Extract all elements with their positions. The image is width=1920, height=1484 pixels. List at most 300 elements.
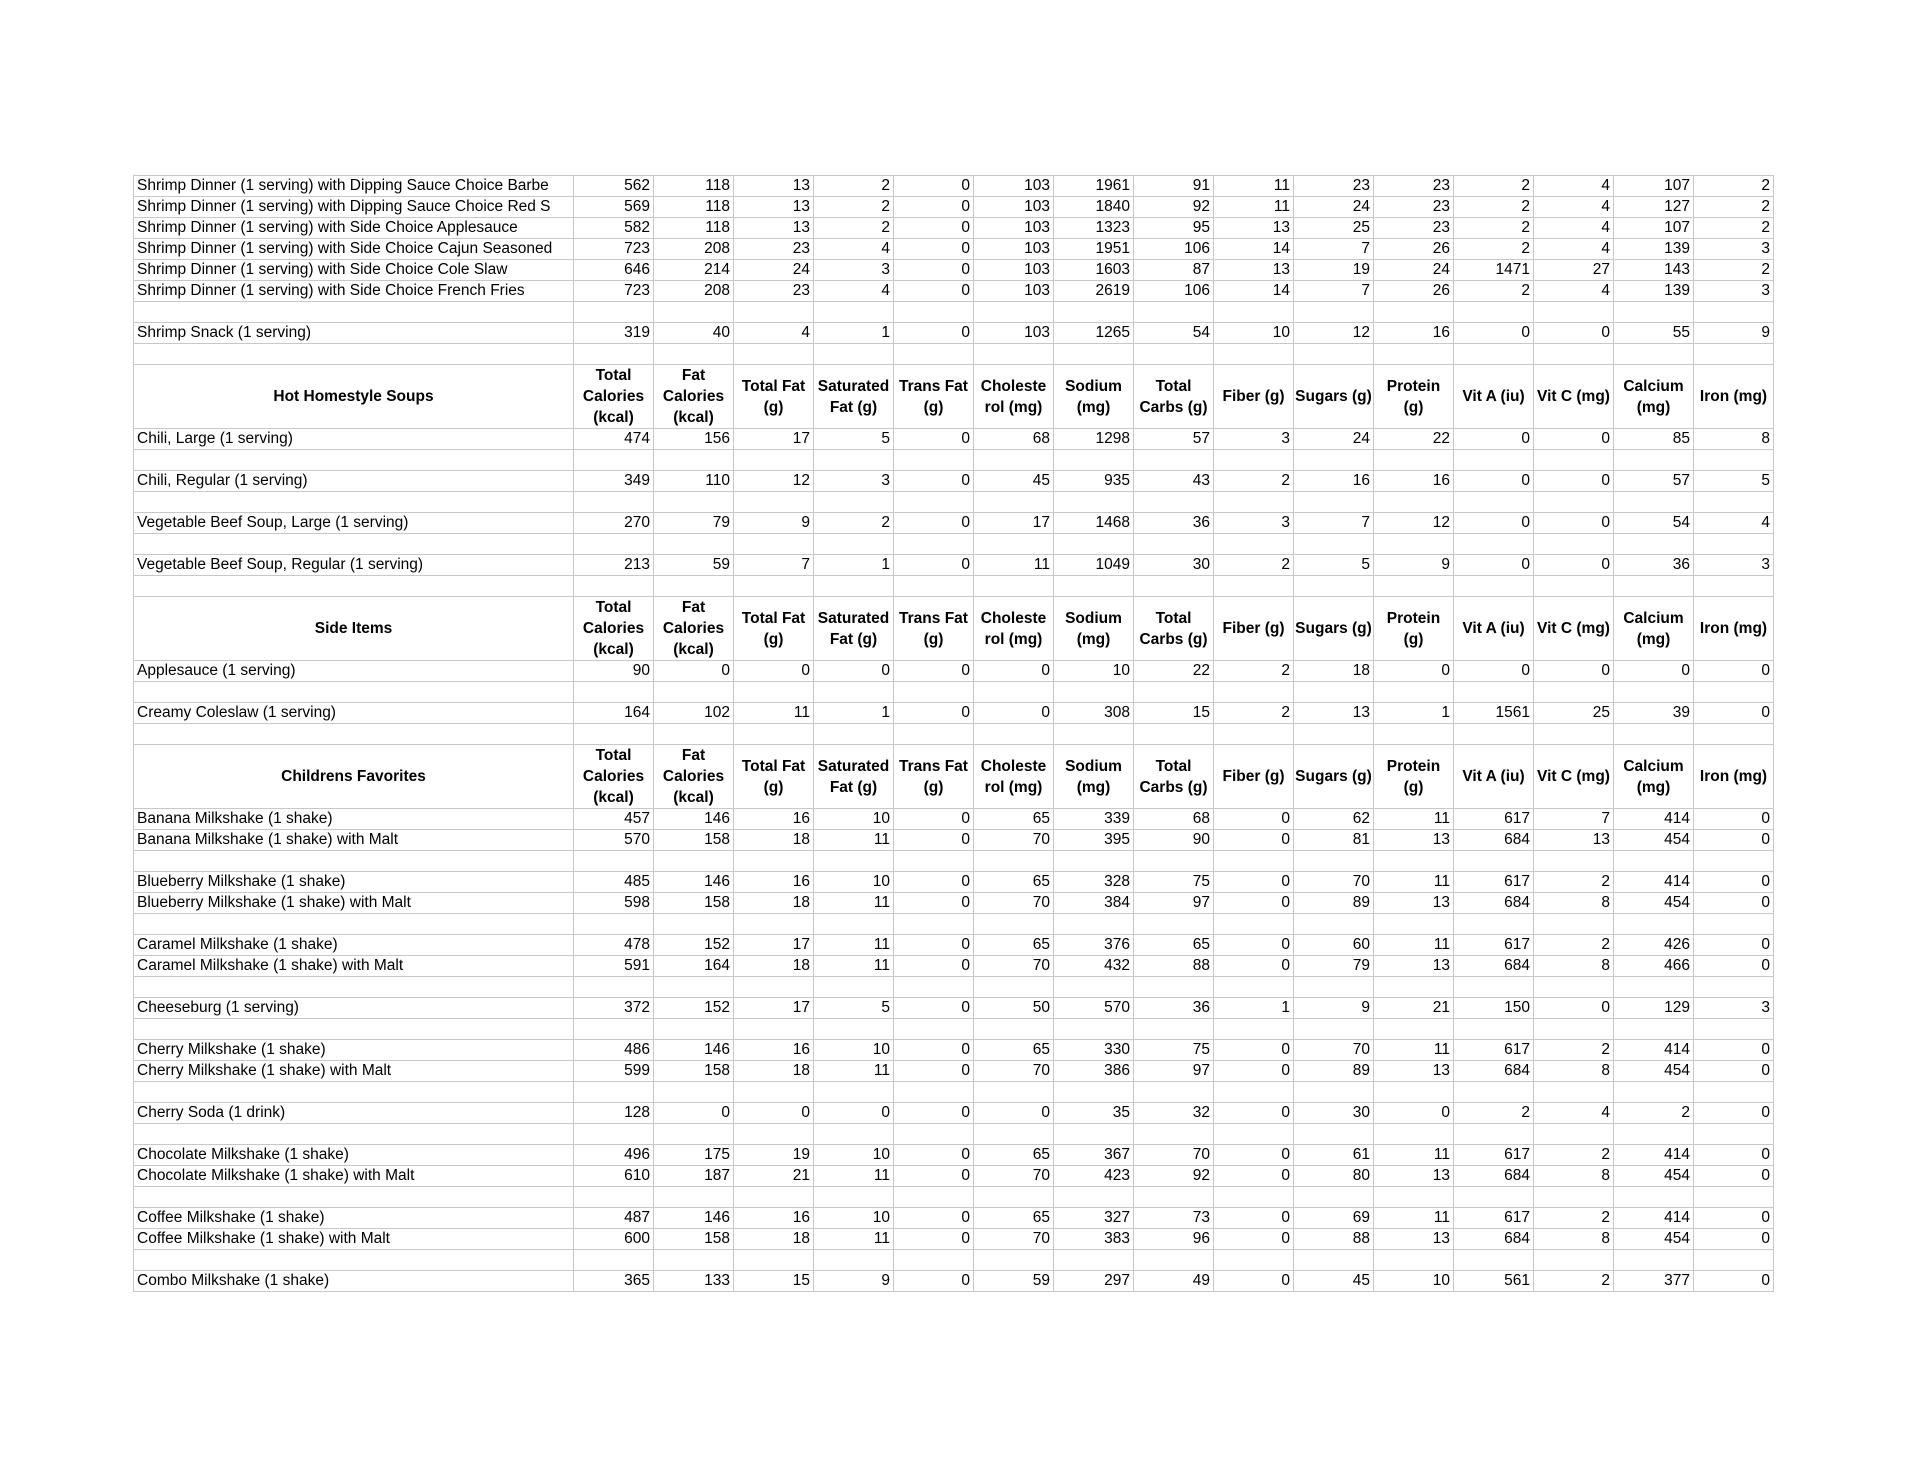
value-cell: 2 <box>1534 1040 1614 1061</box>
value-cell: 39 <box>1614 703 1694 724</box>
value-cell: 18 <box>1294 661 1374 682</box>
value-cell: 13 <box>1374 893 1454 914</box>
value-cell: 684 <box>1454 1166 1534 1187</box>
value-cell: 107 <box>1614 176 1694 197</box>
value-cell: 0 <box>894 555 974 576</box>
item-name: Vegetable Beef Soup, Regular (1 serving) <box>134 555 574 576</box>
value-cell: 17 <box>974 513 1054 534</box>
value-cell: 88 <box>1134 956 1214 977</box>
value-cell: 0 <box>894 429 974 450</box>
table-row <box>134 471 1774 492</box>
blank-row <box>134 682 1774 703</box>
empty-cell <box>814 914 894 935</box>
empty-cell <box>654 682 734 703</box>
value-cell: 16 <box>1294 471 1374 492</box>
empty-cell <box>654 344 734 365</box>
empty-cell <box>894 492 974 513</box>
value-cell: 11 <box>974 555 1054 576</box>
empty-cell <box>1054 682 1134 703</box>
empty-cell <box>1134 724 1214 745</box>
value-cell: 4 <box>1534 218 1614 239</box>
item-name: Caramel Milkshake (1 shake) <box>134 935 574 956</box>
value-cell: 339 <box>1054 809 1134 830</box>
empty-cell <box>1534 344 1614 365</box>
value-cell: 65 <box>974 809 1054 830</box>
value-cell: 59 <box>654 555 734 576</box>
value-cell: 1 <box>814 703 894 724</box>
value-cell: 0 <box>1534 661 1614 682</box>
value-cell: 454 <box>1614 830 1694 851</box>
empty-cell <box>974 492 1054 513</box>
value-cell: 18 <box>734 1229 814 1250</box>
value-cell: 43 <box>1134 471 1214 492</box>
value-cell: 0 <box>894 323 974 344</box>
value-cell: 11 <box>1374 1040 1454 1061</box>
empty-cell <box>1614 851 1694 872</box>
value-cell: 54 <box>1614 513 1694 534</box>
value-cell: 11 <box>814 1229 894 1250</box>
value-cell: 0 <box>1694 809 1774 830</box>
column-header: Saturated Fat (g) <box>814 745 894 809</box>
value-cell: 49 <box>1134 1271 1214 1292</box>
value-cell: 156 <box>654 429 734 450</box>
empty-cell <box>1374 1250 1454 1271</box>
value-cell: 0 <box>1534 429 1614 450</box>
value-cell: 2 <box>1454 197 1534 218</box>
value-cell: 9 <box>1374 555 1454 576</box>
table-row <box>134 998 1774 1019</box>
value-cell: 73 <box>1134 1208 1214 1229</box>
empty-cell <box>1134 1250 1214 1271</box>
table-row <box>134 1166 1774 1187</box>
value-cell: 2 <box>1534 1145 1614 1166</box>
value-cell: 2 <box>1534 1208 1614 1229</box>
value-cell: 599 <box>574 1061 654 1082</box>
value-cell: 0 <box>1214 1040 1294 1061</box>
column-header: Sodium (mg) <box>1054 597 1134 661</box>
table-row <box>134 197 1774 218</box>
value-cell: 2 <box>1454 281 1534 302</box>
empty-cell <box>1294 724 1374 745</box>
value-cell: 13 <box>1374 1166 1454 1187</box>
empty-cell <box>574 914 654 935</box>
value-cell: 16 <box>734 1208 814 1229</box>
value-cell: 146 <box>654 809 734 830</box>
value-cell: 1323 <box>1054 218 1134 239</box>
section-title: Side Items <box>134 597 574 661</box>
empty-cell <box>1134 302 1214 323</box>
value-cell: 15 <box>1134 703 1214 724</box>
blank-row <box>134 914 1774 935</box>
value-cell: 14 <box>1214 281 1294 302</box>
value-cell: 85 <box>1614 429 1694 450</box>
empty-cell <box>894 1019 974 1040</box>
empty-cell <box>974 1187 1054 1208</box>
value-cell: 65 <box>1134 935 1214 956</box>
value-cell: 2619 <box>1054 281 1134 302</box>
value-cell: 0 <box>894 1166 974 1187</box>
empty-cell <box>1614 492 1694 513</box>
blank-row <box>134 576 1774 597</box>
value-cell: 36 <box>1614 555 1694 576</box>
value-cell: 2 <box>1214 555 1294 576</box>
empty-cell <box>1374 344 1454 365</box>
value-cell: 684 <box>1454 893 1534 914</box>
empty-cell <box>734 492 814 513</box>
empty-cell <box>814 851 894 872</box>
empty-cell <box>894 302 974 323</box>
blank-row <box>134 977 1774 998</box>
value-cell: 0 <box>654 661 734 682</box>
item-name: Banana Milkshake (1 shake) with Malt <box>134 830 574 851</box>
value-cell: 23 <box>734 239 814 260</box>
value-cell: 0 <box>894 239 974 260</box>
empty-cell <box>1534 534 1614 555</box>
value-cell: 214 <box>654 260 734 281</box>
value-cell: 81 <box>1294 830 1374 851</box>
value-cell: 10 <box>814 872 894 893</box>
value-cell: 319 <box>574 323 654 344</box>
blank-row <box>134 1187 1774 1208</box>
empty-cell <box>574 1019 654 1040</box>
value-cell: 367 <box>1054 1145 1134 1166</box>
value-cell: 9 <box>734 513 814 534</box>
empty-cell <box>734 344 814 365</box>
empty-cell <box>1374 576 1454 597</box>
value-cell: 90 <box>1134 830 1214 851</box>
value-cell: 308 <box>1054 703 1134 724</box>
table-row <box>134 513 1774 534</box>
value-cell: 454 <box>1614 1229 1694 1250</box>
empty-cell <box>134 1187 574 1208</box>
empty-cell <box>1614 977 1694 998</box>
value-cell: 10 <box>814 1040 894 1061</box>
empty-cell <box>1694 977 1774 998</box>
value-cell: 0 <box>974 661 1054 682</box>
empty-cell <box>1374 851 1454 872</box>
empty-cell <box>574 302 654 323</box>
value-cell: 684 <box>1454 1061 1534 1082</box>
value-cell: 0 <box>1694 956 1774 977</box>
value-cell: 11 <box>1374 809 1454 830</box>
value-cell: 11 <box>1374 1208 1454 1229</box>
empty-cell <box>814 302 894 323</box>
value-cell: 96 <box>1134 1229 1214 1250</box>
value-cell: 69 <box>1294 1208 1374 1229</box>
column-header: Vit A (iu) <box>1454 365 1534 429</box>
value-cell: 103 <box>974 218 1054 239</box>
value-cell: 0 <box>1534 323 1614 344</box>
value-cell: 454 <box>1614 893 1694 914</box>
value-cell: 4 <box>734 323 814 344</box>
empty-cell <box>1294 534 1374 555</box>
value-cell: 10 <box>814 809 894 830</box>
value-cell: 68 <box>974 429 1054 450</box>
value-cell: 0 <box>1694 893 1774 914</box>
value-cell: 0 <box>1214 830 1294 851</box>
empty-cell <box>574 1082 654 1103</box>
empty-cell <box>134 576 574 597</box>
value-cell: 68 <box>1134 809 1214 830</box>
empty-cell <box>1614 450 1694 471</box>
value-cell: 270 <box>574 513 654 534</box>
empty-cell <box>814 682 894 703</box>
value-cell: 30 <box>1294 1103 1374 1124</box>
value-cell: 0 <box>974 703 1054 724</box>
item-name: Shrimp Snack (1 serving) <box>134 323 574 344</box>
section-title: Childrens Favorites <box>134 745 574 809</box>
empty-cell <box>1054 1082 1134 1103</box>
empty-cell <box>894 1082 974 1103</box>
empty-cell <box>1614 576 1694 597</box>
column-header: Choleste rol (mg) <box>974 597 1054 661</box>
value-cell: 0 <box>1694 935 1774 956</box>
value-cell: 0 <box>894 281 974 302</box>
value-cell: 158 <box>654 893 734 914</box>
value-cell: 0 <box>1454 513 1534 534</box>
item-name: Cherry Soda (1 drink) <box>134 1103 574 1124</box>
value-cell: 1 <box>814 555 894 576</box>
empty-cell <box>1294 1187 1374 1208</box>
value-cell: 0 <box>1454 471 1534 492</box>
value-cell: 395 <box>1054 830 1134 851</box>
table-row <box>134 1040 1774 1061</box>
empty-cell <box>1054 914 1134 935</box>
value-cell: 496 <box>574 1145 654 1166</box>
value-cell: 21 <box>734 1166 814 1187</box>
column-header: Total Carbs (g) <box>1134 745 1214 809</box>
value-cell: 0 <box>894 935 974 956</box>
value-cell: 11 <box>814 935 894 956</box>
section-header-row <box>134 745 1774 809</box>
value-cell: 24 <box>734 260 814 281</box>
value-cell: 0 <box>894 872 974 893</box>
value-cell: 327 <box>1054 1208 1134 1229</box>
value-cell: 0 <box>894 1103 974 1124</box>
empty-cell <box>1134 1124 1214 1145</box>
empty-cell <box>894 450 974 471</box>
table-row <box>134 1103 1774 1124</box>
empty-cell <box>574 492 654 513</box>
value-cell: 1 <box>1374 703 1454 724</box>
value-cell: 11 <box>734 703 814 724</box>
column-header: Total Calories (kcal) <box>574 597 654 661</box>
empty-cell <box>734 1187 814 1208</box>
value-cell: 10 <box>814 1208 894 1229</box>
value-cell: 0 <box>1694 1145 1774 1166</box>
value-cell: 91 <box>1134 176 1214 197</box>
empty-cell <box>654 977 734 998</box>
value-cell: 146 <box>654 1040 734 1061</box>
empty-cell <box>974 302 1054 323</box>
value-cell: 0 <box>894 218 974 239</box>
value-cell: 26 <box>1374 281 1454 302</box>
value-cell: 13 <box>734 218 814 239</box>
item-name: Blueberry Milkshake (1 shake) <box>134 872 574 893</box>
value-cell: 0 <box>894 1040 974 1061</box>
empty-cell <box>134 682 574 703</box>
value-cell: 103 <box>974 323 1054 344</box>
value-cell: 684 <box>1454 956 1534 977</box>
value-cell: 14 <box>1214 239 1294 260</box>
table-row <box>134 872 1774 893</box>
empty-cell <box>134 344 574 365</box>
value-cell: 55 <box>1614 323 1694 344</box>
value-cell: 11 <box>814 1061 894 1082</box>
value-cell: 598 <box>574 893 654 914</box>
empty-cell <box>1614 1082 1694 1103</box>
empty-cell <box>974 1082 1054 1103</box>
value-cell: 349 <box>574 471 654 492</box>
value-cell: 2 <box>1694 197 1774 218</box>
table-row <box>134 1229 1774 1250</box>
column-header: Fiber (g) <box>1214 597 1294 661</box>
value-cell: 723 <box>574 239 654 260</box>
empty-cell <box>814 724 894 745</box>
table-row <box>134 281 1774 302</box>
value-cell: 328 <box>1054 872 1134 893</box>
value-cell: 0 <box>1214 935 1294 956</box>
value-cell: 3 <box>1214 429 1294 450</box>
column-header: Vit C (mg) <box>1534 597 1614 661</box>
value-cell: 25 <box>1294 218 1374 239</box>
empty-cell <box>894 977 974 998</box>
empty-cell <box>1454 576 1534 597</box>
table-row <box>134 1061 1774 1082</box>
value-cell: 213 <box>574 555 654 576</box>
empty-cell <box>1214 1250 1294 1271</box>
empty-cell <box>974 851 1054 872</box>
empty-cell <box>1694 1124 1774 1145</box>
empty-cell <box>814 344 894 365</box>
value-cell: 3 <box>1214 513 1294 534</box>
value-cell: 9 <box>1694 323 1774 344</box>
value-cell: 30 <box>1134 555 1214 576</box>
value-cell: 17 <box>734 935 814 956</box>
empty-cell <box>1534 851 1614 872</box>
value-cell: 88 <box>1294 1229 1374 1250</box>
value-cell: 118 <box>654 197 734 218</box>
table-row <box>134 893 1774 914</box>
empty-cell <box>814 1187 894 1208</box>
value-cell: 16 <box>734 872 814 893</box>
value-cell: 2 <box>1454 218 1534 239</box>
value-cell: 80 <box>1294 1166 1374 1187</box>
value-cell: 684 <box>1454 1229 1534 1250</box>
value-cell: 18 <box>734 1061 814 1082</box>
empty-cell <box>1374 724 1454 745</box>
empty-cell <box>1694 1187 1774 1208</box>
item-name: Cheeseburg (1 serving) <box>134 998 574 1019</box>
value-cell: 935 <box>1054 471 1134 492</box>
value-cell: 60 <box>1294 935 1374 956</box>
value-cell: 57 <box>1614 471 1694 492</box>
empty-cell <box>814 534 894 555</box>
empty-cell <box>1134 450 1214 471</box>
empty-cell <box>1214 682 1294 703</box>
column-header: Total Fat (g) <box>734 597 814 661</box>
empty-cell <box>1054 534 1134 555</box>
value-cell: 0 <box>894 471 974 492</box>
empty-cell <box>974 914 1054 935</box>
table-row <box>134 555 1774 576</box>
value-cell: 0 <box>1694 703 1774 724</box>
table-row <box>134 323 1774 344</box>
value-cell: 16 <box>734 809 814 830</box>
column-header: Protein (g) <box>1374 745 1454 809</box>
empty-cell <box>1054 344 1134 365</box>
value-cell: 2 <box>814 513 894 534</box>
column-header: Iron (mg) <box>1694 745 1774 809</box>
nutrition-table <box>133 175 1774 1292</box>
value-cell: 0 <box>654 1103 734 1124</box>
value-cell: 457 <box>574 809 654 830</box>
value-cell: 23 <box>1374 218 1454 239</box>
empty-cell <box>1214 450 1294 471</box>
value-cell: 1961 <box>1054 176 1134 197</box>
value-cell: 0 <box>894 1229 974 1250</box>
value-cell: 70 <box>974 1166 1054 1187</box>
value-cell: 0 <box>1534 555 1614 576</box>
empty-cell <box>1134 977 1214 998</box>
empty-cell <box>134 302 574 323</box>
table-row <box>134 176 1774 197</box>
empty-cell <box>1614 534 1694 555</box>
value-cell: 1603 <box>1054 260 1134 281</box>
value-cell: 1471 <box>1454 260 1534 281</box>
value-cell: 12 <box>1374 513 1454 534</box>
empty-cell <box>1454 724 1534 745</box>
empty-cell <box>134 534 574 555</box>
value-cell: 365 <box>574 1271 654 1292</box>
value-cell: 45 <box>974 471 1054 492</box>
column-header: Fat Calories (kcal) <box>654 365 734 429</box>
value-cell: 2 <box>814 176 894 197</box>
value-cell: 0 <box>1454 555 1534 576</box>
value-cell: 79 <box>654 513 734 534</box>
value-cell: 16 <box>1374 471 1454 492</box>
value-cell: 158 <box>654 1061 734 1082</box>
value-cell: 62 <box>1294 809 1374 830</box>
blank-row <box>134 492 1774 513</box>
value-cell: 0 <box>894 1271 974 1292</box>
empty-cell <box>134 1019 574 1040</box>
empty-cell <box>894 344 974 365</box>
empty-cell <box>734 682 814 703</box>
value-cell: 13 <box>1374 1061 1454 1082</box>
empty-cell <box>734 450 814 471</box>
empty-cell <box>974 1124 1054 1145</box>
value-cell: 0 <box>1214 893 1294 914</box>
empty-cell <box>1214 851 1294 872</box>
value-cell: 562 <box>574 176 654 197</box>
empty-cell <box>134 492 574 513</box>
value-cell: 0 <box>734 1103 814 1124</box>
value-cell: 90 <box>574 661 654 682</box>
empty-cell <box>1454 450 1534 471</box>
value-cell: 65 <box>974 872 1054 893</box>
value-cell: 2 <box>1214 471 1294 492</box>
value-cell: 3 <box>1694 281 1774 302</box>
empty-cell <box>574 534 654 555</box>
value-cell: 569 <box>574 197 654 218</box>
value-cell: 54 <box>1134 323 1214 344</box>
value-cell: 208 <box>654 239 734 260</box>
value-cell: 414 <box>1614 872 1694 893</box>
value-cell: 45 <box>1294 1271 1374 1292</box>
empty-cell <box>1454 1019 1534 1040</box>
value-cell: 18 <box>734 893 814 914</box>
